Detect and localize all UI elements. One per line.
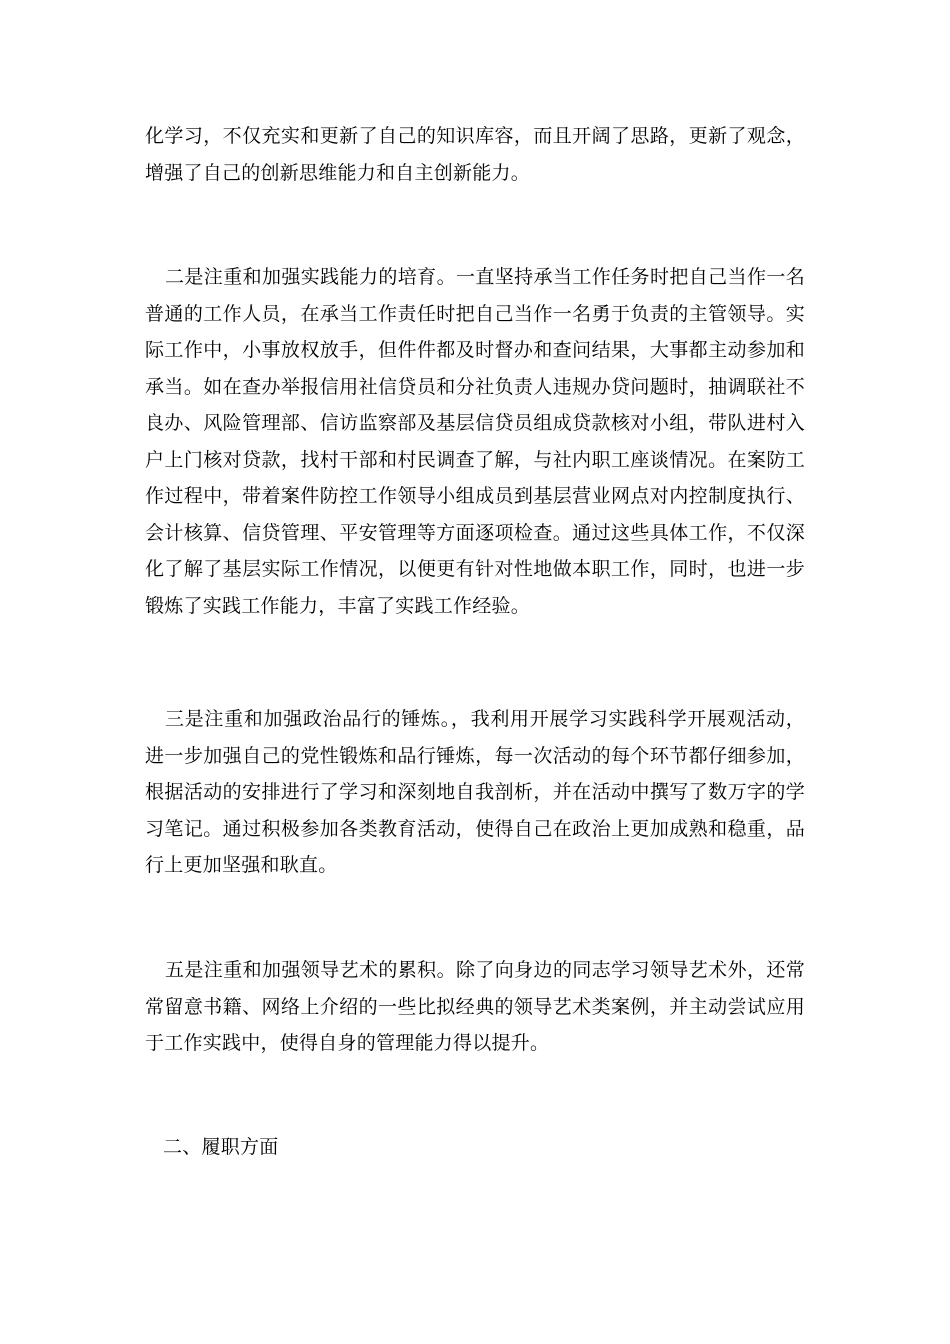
- paragraph-political-conduct: 三是注重和加强政治品行的锤炼。，我利用开展学习实践科学开展观活动，进一步加强自己的党性锻炼和品行锤炼，每一次活动的每个环节都仔细参加，根据活动的安排进行了学习和深刻地自我剖析，并在活动中撰写了数万字的学习笔记。通过积极参加各类教育活动，使得自己在政治上更加成熟和稳重，品行上更加坚强和耿直。: [145, 708, 805, 876]
- paragraph-learning-continuation: 化学习，不仅充实和更新了自己的知识库容，而且开阔了思路，更新了观念，增强了自己的创新思维能力和自主创新能力。: [145, 125, 805, 184]
- paragraph-leadership-art: 五是注重和加强领导艺术的累积。除了向身边的同志学习领导艺术外，还常常留意书籍、网络上介绍的一些比拟经典的领导艺术类案例，并主动尝试应用于工作实践中，使得自身的管理能力得以提升。: [145, 959, 805, 1054]
- section-heading-duties: 二、履职方面: [163, 1136, 279, 1158]
- paragraph-practice-ability: 二是注重和加强实践能力的培育。一直坚持承当工作任务时把自己当作一名普通的工作人员，在承当工作责任时把自己当作一名勇于负责的主管领导。实际工作中，小事放权放手，但件件都及时督办和查问结果，大事都主动参加和承当。如在查办举报信用社信贷员和分社负责人违规办贷问题时，抽调联社不良办、风险管理部、信访监察部及基层信贷员组成贷款核对小组，带队进村入户上门核对贷款，找村干部和村民调查了解，与社内职工座谈情况。在案防工作过程中，带着案件防控工作领导小组成员到基层营业网点对内控制度执行、会计核算、信贷管理、平安管理等方面逐项检查。通过这些具体工作，不仅深化了解了基层实际工作情况，以便更有针对性地做本职工作，同时，也进一步锻炼了实践工作能力，丰富了实践工作经验。: [145, 266, 805, 617]
